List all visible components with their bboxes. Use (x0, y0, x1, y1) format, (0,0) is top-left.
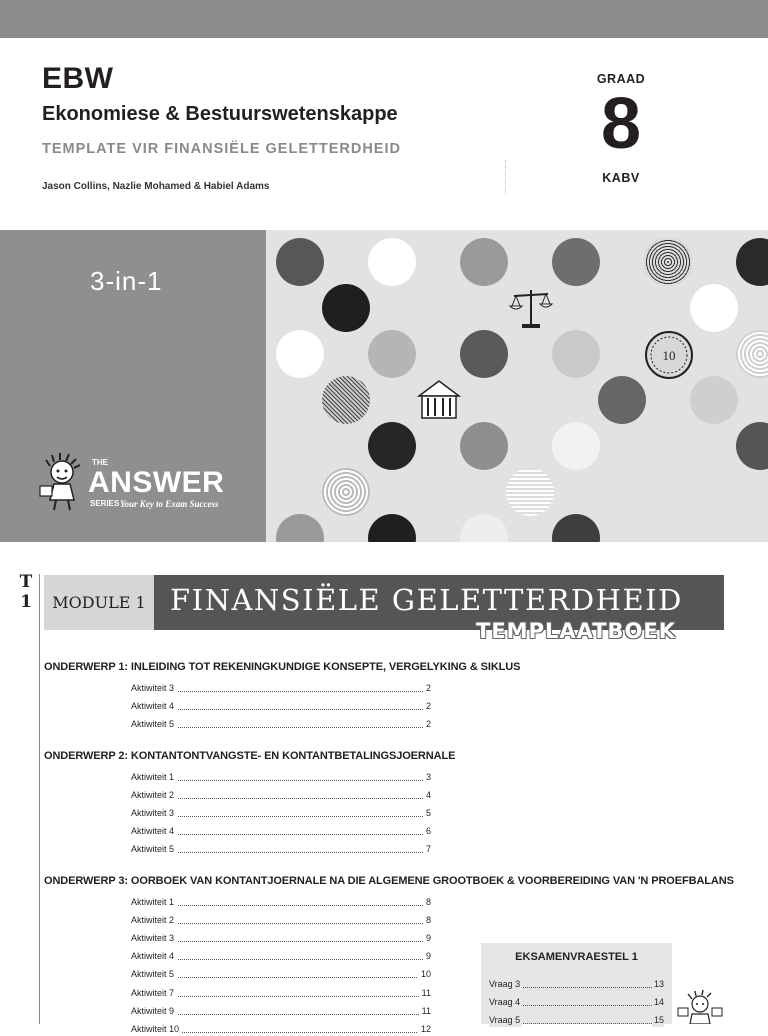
toc-item[interactable] (131, 842, 431, 856)
grade-number: 8 (600, 84, 642, 164)
exam-item[interactable] (489, 1013, 664, 1027)
answer-series-logo (36, 452, 246, 514)
toc-item-label: Aktiwiteit 3 (131, 681, 177, 695)
section-rule (39, 574, 40, 1024)
exam-item[interactable] (489, 995, 664, 1009)
toc-item-page: 10 (418, 967, 431, 981)
toc-item-page: 7 (423, 842, 431, 856)
toc-item-page: 5 (423, 806, 431, 820)
mascot-icon (36, 452, 88, 514)
toc-item[interactable] (131, 895, 431, 909)
decor-dot (322, 468, 370, 516)
toc-item-page: 4 (423, 788, 431, 802)
toc-item-label: Aktiwiteit 4 (131, 824, 177, 838)
decor-dot (460, 514, 508, 542)
decor-dot (276, 514, 324, 542)
exam-item[interactable] (489, 977, 664, 991)
toc-heading: ONDERWERP 1: INLEIDING TOT REKENINGKUNDIGE KONSEPTE, VERGELYKING & SIKLUS (44, 661, 521, 673)
toc-item[interactable] (131, 699, 431, 713)
toc-item[interactable] (131, 681, 431, 695)
exam-item-label: Vraag 5 (489, 1015, 521, 1025)
logo-tagline: Your Key to Exam Success (120, 499, 219, 509)
toc-item-page: 8 (423, 913, 431, 927)
toc-item-label: Aktiwiteit 4 (131, 699, 177, 713)
decor-dot (736, 422, 768, 470)
toc-item-label: Aktiwiteit 1 (131, 770, 177, 784)
exam-title: EKSAMENVRAESTEL 1 (515, 951, 638, 963)
toc-item-label: Aktiwiteit 5 (131, 842, 177, 856)
section-marker (16, 572, 36, 612)
decor-dot (552, 238, 600, 286)
toc-item[interactable] (131, 913, 431, 927)
toc-item-page: 11 (419, 986, 431, 1000)
banner-dots (266, 230, 768, 542)
decor-dot (368, 238, 416, 286)
decor-dot (736, 238, 768, 286)
template-title: TEMPLATE VIR FINANSIËLE GELETTERDHEID (42, 141, 401, 157)
decor-dot (598, 376, 646, 424)
logo-the: THE (92, 458, 108, 467)
decor-dot (322, 376, 370, 424)
toc-heading: ONDERWERP 3: OORBOEK VAN KONTANTJOERNALE NA DIE ALGEMENE GROOTBOEK & VOORBEREIDING VAN 'N PROEFBALANS (44, 874, 734, 887)
module-subtitle: TEMPLAATBOEK (476, 619, 677, 643)
mascot-icon (676, 990, 724, 1024)
decor-dot (368, 514, 416, 542)
toc-item-label: Aktiwiteit 7 (131, 986, 177, 1000)
curriculum-label: KABV (602, 171, 640, 185)
decor-dot (552, 422, 600, 470)
grade-label: GRAAD (596, 72, 646, 86)
toc-item-label: Aktiwiteit 2 (131, 913, 177, 927)
toc-item[interactable] (131, 986, 431, 1000)
toc-item[interactable] (131, 788, 431, 802)
decor-dot (506, 468, 554, 516)
toc-item[interactable] (131, 1022, 431, 1036)
toc-item[interactable] (131, 770, 431, 784)
decor-dot (460, 238, 508, 286)
toc-item-page: 2 (423, 717, 431, 731)
toc-item[interactable] (131, 967, 431, 981)
toc-item-page: 11 (419, 1004, 431, 1018)
toc-item[interactable] (131, 949, 431, 963)
decor-dot (460, 422, 508, 470)
subject-title: EBW (42, 62, 114, 95)
toc-item[interactable] (131, 806, 431, 820)
toc-item-label: Aktiwiteit 5 (131, 967, 177, 981)
exam-item-page: 15 (653, 1015, 664, 1025)
three-in-one-label: 3-in-1 (90, 266, 163, 296)
logo-series: SERIES (90, 499, 120, 508)
toc-item-page: 12 (418, 1022, 431, 1036)
section-marker-text: T 1 (19, 572, 33, 612)
toc-item[interactable] (131, 824, 431, 838)
decor-dot (552, 330, 600, 378)
exam-item-label: Vraag 3 (489, 979, 521, 989)
decor-dot (690, 284, 738, 332)
toc-item-label: Aktiwiteit 2 (131, 788, 177, 802)
toc-item-page: 6 (423, 824, 431, 838)
toc-item-page: 8 (423, 895, 431, 909)
toc-item-page: 9 (423, 949, 431, 963)
toc-item-page: 2 (423, 681, 431, 695)
module-title: FINANSIËLE GELETTERDHEID (170, 583, 683, 617)
logo-answer: ANSWER (88, 466, 225, 499)
toc-item[interactable] (131, 1004, 431, 1018)
bank-building-icon (414, 376, 464, 426)
decor-dot (460, 330, 508, 378)
exam-item-label: Vraag 4 (489, 997, 521, 1007)
exam-item-page: 13 (653, 979, 664, 989)
svg-text:10: 10 (662, 348, 676, 363)
toc-item-label: Aktiwiteit 3 (131, 806, 177, 820)
decor-dot (690, 376, 738, 424)
decor-dot (322, 284, 370, 332)
exam-box (481, 943, 672, 1024)
divider (505, 160, 506, 194)
decor-dot (644, 238, 692, 286)
toc-item-page: 3 (423, 770, 431, 784)
toc-heading: ONDERWERP 2: KONTANTONTVANGSTE- EN KONTANTBETALINGSJOERNALE (44, 749, 456, 762)
subject-full-title: Ekonomiese & Bestuurswetenskappe (42, 103, 398, 125)
decor-dot (736, 330, 768, 378)
toc-item-label: Aktiwiteit 3 (131, 931, 177, 945)
module-label: MODULE 1 (44, 575, 154, 630)
toc-item-label: Aktiwiteit 9 (131, 1004, 177, 1018)
scales-icon (506, 282, 556, 332)
decor-dot (276, 238, 324, 286)
toc-item[interactable] (131, 717, 431, 731)
coin-icon (644, 330, 694, 380)
toc-item[interactable] (131, 931, 431, 945)
toc-item-label: Aktiwiteit 10 (131, 1022, 182, 1036)
exam-item-page: 14 (653, 997, 664, 1007)
decor-dot (368, 330, 416, 378)
toc-item-page: 2 (423, 699, 431, 713)
decor-dot (276, 330, 324, 378)
toc-item-label: Aktiwiteit 1 (131, 895, 177, 909)
top-bar (0, 0, 768, 38)
toc-item-label: Aktiwiteit 4 (131, 949, 177, 963)
toc-item-page: 9 (423, 931, 431, 945)
toc-item-label: Aktiwiteit 5 (131, 717, 177, 731)
authors: Jason Collins, Nazlie Mohamed & Habiel Adams (42, 181, 270, 192)
decor-dot (552, 514, 600, 542)
decor-dot (368, 422, 416, 470)
